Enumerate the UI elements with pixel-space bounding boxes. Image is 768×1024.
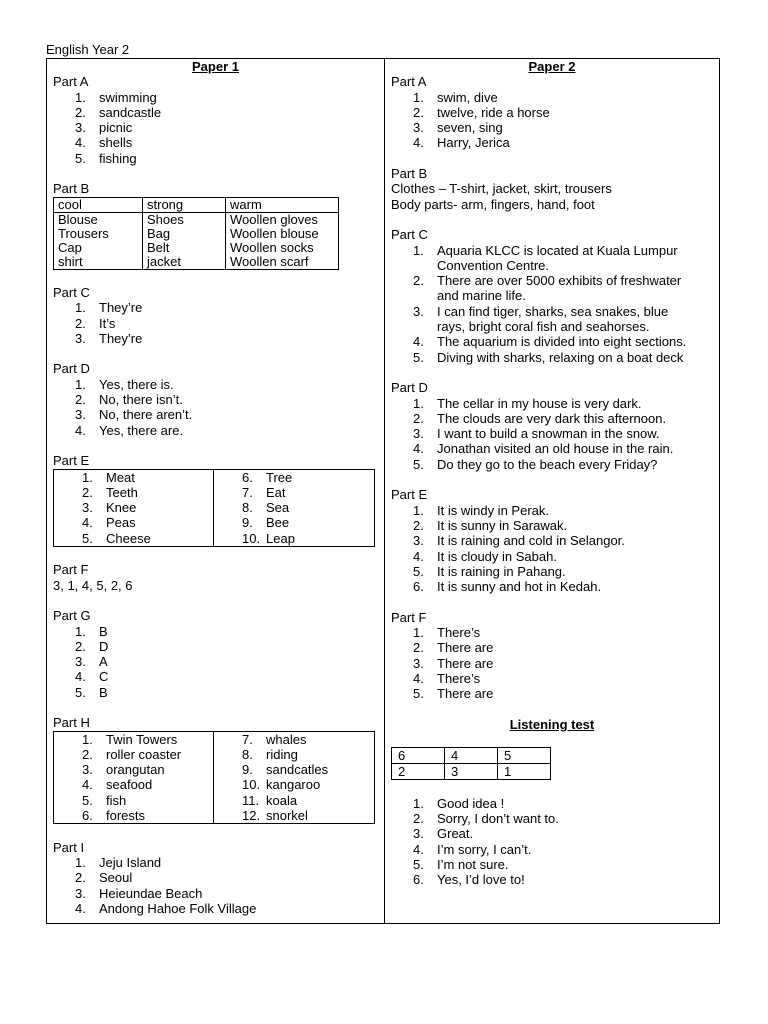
list-item: 2. It is sunny in Sarawak. [413, 517, 568, 533]
list-item: 2. roller coaster [82, 746, 182, 762]
list-item: 4. Andong Hahoe Folk Village [75, 900, 257, 916]
list-item: 2. twelve, ride a horse [413, 104, 550, 120]
list-item: 9. sandcatles [242, 762, 329, 778]
list-item: 2. It’s [75, 315, 116, 331]
table-cell: Cap [54, 241, 143, 255]
part-f-list [391, 625, 713, 701]
list-item: 5. There are [413, 686, 494, 702]
paper2-part-d [391, 380, 713, 472]
list-item: 2. Sorry, I don’t want to. [413, 810, 559, 826]
part-label: Part H [53, 715, 90, 731]
paper1-part-f [53, 562, 378, 593]
part-e-box [53, 469, 375, 547]
list-item: 5. fishing [75, 150, 137, 166]
list-item: 4. Harry, Jerica [413, 135, 510, 151]
list-item: 3. They’re [75, 330, 143, 346]
list-item: 3. It is raining and cold in Selangor. [413, 533, 625, 549]
list-item: 12. snorkel [242, 808, 308, 824]
list-item: 1. Twin Towers [82, 731, 178, 747]
list-item: 4. Yes, there are. [75, 422, 184, 438]
table-cell: 6 [392, 748, 445, 764]
listening-list [391, 796, 713, 888]
list-item: 2. There are over 5000 exhibits of freshwater and marine life. [413, 273, 682, 304]
part-label: Part E [391, 487, 428, 503]
part-label: Part C [53, 284, 90, 300]
list-item: 5. fish [82, 792, 127, 808]
list-item: 2. No, there isn’t. [75, 392, 183, 408]
list-item: 6. Yes, I’d love to! [413, 872, 525, 888]
table-cell: Blouse [54, 212, 143, 227]
table-cell: Woollen scarf [226, 255, 339, 270]
list-item: 5. Do they go to the beach every Friday? [413, 456, 658, 472]
list-item: 2. sandcastle [75, 104, 162, 120]
list-item: 4. Peas [82, 515, 136, 531]
list-item: 6. forests [82, 808, 146, 824]
list-item: 3. picnic [75, 120, 133, 136]
list-item: 10. kangaroo [242, 777, 321, 793]
list-item: 4. The aquarium is divided into eight sections. [413, 334, 687, 350]
listening-test [391, 717, 713, 888]
table-cell: shirt [54, 255, 143, 270]
paper1-part-d [53, 361, 378, 437]
paper1-part-c [53, 285, 378, 346]
part-label: Part G [53, 608, 91, 624]
part-h-box [53, 731, 375, 825]
list-item: 1. There’s [413, 624, 481, 640]
table-cell: Trousers [54, 227, 143, 241]
table-header-row [54, 197, 339, 212]
list-item: 1. Yes, there is. [75, 376, 174, 392]
list-item: 7. Eat [242, 484, 286, 500]
list-item: 5. It is raining in Pahang. [413, 563, 566, 579]
list-item: 11. koala [242, 792, 298, 808]
part-label: Part F [391, 609, 427, 625]
part-a-list [391, 90, 713, 151]
part-b-line: Clothes – T-shirt, jacket, skirt, trousers [391, 181, 612, 197]
paper2-part-a [391, 74, 713, 150]
list-item: 5. B [75, 684, 108, 700]
list-item: 2. There are [413, 640, 494, 656]
list-item: 1. They’re [75, 300, 143, 316]
table-row [54, 227, 339, 241]
list-item: 2. The clouds are very dark this afternoon. [413, 410, 667, 426]
paper1-part-h [53, 715, 378, 824]
list-item: 7. whales [242, 731, 307, 747]
paper2-part-b [391, 166, 713, 212]
part-f-answer: 3, 1, 4, 5, 2, 6 [53, 577, 133, 593]
list-item: 9. Bee [242, 515, 290, 531]
table-row [392, 748, 551, 764]
list-item: 2. Seoul [75, 870, 133, 886]
part-e-list [391, 503, 713, 595]
part-i-list [53, 855, 378, 916]
list-item: 1. Aquaria KLCC is located at Kuala Lumpur Convention Centre. [413, 242, 678, 273]
part-label: Part F [53, 562, 89, 578]
list-item: 4. shells [75, 135, 133, 151]
paper2-column [385, 59, 719, 923]
list-item: 3. No, there aren’t. [75, 407, 193, 423]
part-c-list [391, 243, 713, 365]
paper1-part-a [53, 74, 378, 166]
table-cell: Shoes [143, 212, 226, 227]
part-label: Part A [53, 74, 89, 90]
list-item: 4. seafood [82, 777, 153, 793]
part-label: Part A [391, 74, 427, 90]
part-d-list [391, 396, 713, 472]
list-item: 1. Good idea ! [413, 795, 505, 811]
paper2-title: Paper 2 [528, 59, 576, 74]
part-label: Part D [391, 380, 428, 396]
list-item: 1. Meat [82, 469, 135, 485]
paper1-title: Paper 1 [192, 59, 239, 74]
part-label: Part I [53, 839, 85, 855]
part-h-left [54, 732, 214, 824]
list-item: 4. It is cloudy in Sabah. [413, 548, 557, 564]
part-label: Part C [391, 227, 428, 243]
table-row [54, 255, 339, 270]
list-item: 3. seven, sing [413, 120, 503, 136]
table-cell: Bag [143, 227, 226, 241]
part-e-left [54, 470, 214, 546]
list-item: 3. There are [413, 655, 494, 671]
list-item: 4. Jonathan visited an old house in the rain. [413, 441, 674, 457]
answer-key-frame [46, 58, 720, 924]
paper2-part-c [391, 227, 713, 365]
paper1-part-e [53, 453, 378, 547]
list-item: 3. I want to build a snowman in the snow. [413, 426, 660, 442]
paper1-part-i [53, 840, 378, 916]
table-cell: Woollen blouse [226, 227, 339, 241]
paper1-part-g [53, 608, 378, 700]
list-item: 10. Leap [242, 530, 295, 546]
table-cell: Woollen gloves [226, 212, 339, 227]
part-g-list [53, 624, 378, 700]
list-item: 3. Heieundae Beach [75, 885, 203, 901]
list-item: 8. Sea [242, 500, 290, 516]
list-item: 2. D [75, 638, 109, 654]
list-item: 4. C [75, 669, 109, 685]
part-b-line: Body parts- arm, fingers, hand, foot [391, 196, 595, 212]
part-label: Part B [391, 166, 428, 182]
table-cell: Belt [143, 241, 226, 255]
paper1-column [47, 59, 385, 923]
part-label: Part B [53, 181, 90, 197]
list-item: 5. Cheese [82, 530, 151, 546]
table-cell: 4 [445, 748, 498, 764]
part-b-table [53, 197, 339, 270]
list-item: 2. Teeth [82, 484, 138, 500]
table-cell: 5 [498, 748, 551, 764]
table-cell: jacket [143, 255, 226, 270]
list-item: 8. riding [242, 746, 298, 762]
paper1-part-b [53, 181, 378, 269]
part-label: Part D [53, 361, 90, 377]
list-item: 1. B [75, 623, 108, 639]
list-item: 4. I’m sorry, I can’t. [413, 841, 532, 857]
list-item: 5. I’m not sure. [413, 856, 509, 872]
part-h-right [214, 732, 374, 824]
list-item: 4. There’s [413, 670, 481, 686]
list-item: 3. I can find tiger, sharks, sea snakes, blue rays, bright coral fish and seahorses. [413, 303, 669, 335]
page-header: English Year 2 [46, 42, 130, 57]
list-item: 5. Diving with sharks, relaxing on a boat deck [413, 349, 684, 365]
part-label: Part E [53, 453, 90, 469]
list-item: 1. The cellar in my house is very dark. [413, 395, 642, 411]
table-cell: Woollen socks [226, 241, 339, 255]
table-cell: strong [143, 197, 226, 212]
table-row [54, 212, 339, 227]
table-row [392, 764, 551, 780]
table-cell: 1 [498, 764, 551, 780]
list-item: 6. It is sunny and hot in Kedah. [413, 579, 602, 595]
paper2-part-f [391, 610, 713, 702]
table-row [54, 241, 339, 255]
list-item: 1. swimming [75, 89, 157, 105]
list-item: 1. swim, dive [413, 89, 498, 105]
part-c-list [53, 300, 378, 346]
table-cell: cool [54, 197, 143, 212]
list-item: 1. Jeju Island [75, 854, 162, 870]
part-d-list [53, 377, 378, 438]
part-a-list [53, 90, 378, 166]
list-item: 3. A [75, 654, 108, 670]
table-cell: 2 [392, 764, 445, 780]
table-cell: 3 [445, 764, 498, 780]
listening-grid [391, 747, 551, 780]
part-e-right [214, 470, 374, 546]
list-item: 6. Tree [242, 469, 293, 485]
table-cell: warm [226, 197, 339, 212]
list-item: 3. orangutan [82, 762, 165, 778]
listening-title: Listening test [509, 716, 595, 732]
list-item: 3. Knee [82, 500, 137, 516]
list-item: 1. It is windy in Perak. [413, 502, 549, 518]
list-item: 3. Great. [413, 826, 474, 842]
paper2-part-e [391, 487, 713, 594]
